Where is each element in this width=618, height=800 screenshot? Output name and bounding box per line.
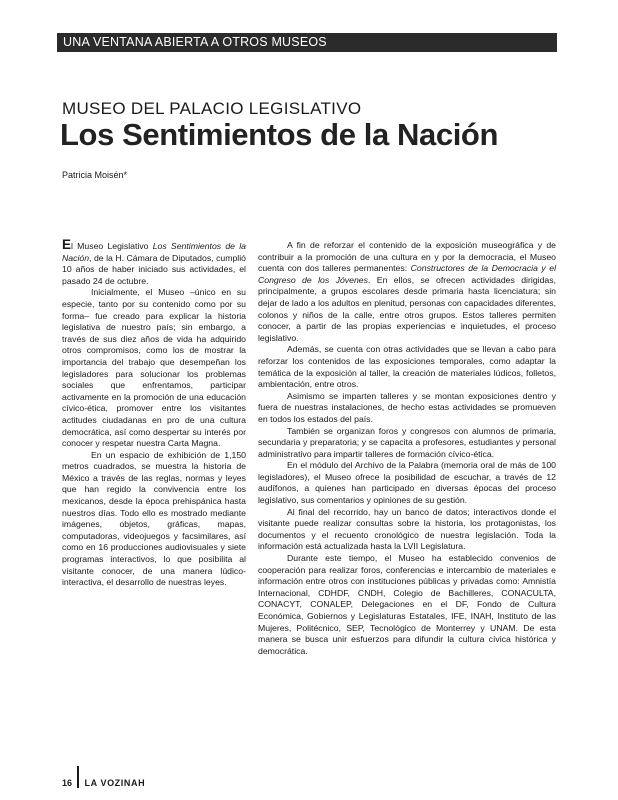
paragraph-intro (62, 237, 246, 287)
paragraph: En el módulo del Archivo de la Palabra (memoria oral de más de 100 legisladores), el Museo ofrece la posibilidad de escuchar, a través de 12 audífonos, a quienes han participado en diversas épocas del proceso legislativo, sus comentarios y opiniones de su gestión. (258, 460, 556, 506)
paragraph: Al final del recorrido, hay un banco de datos; interactivos donde el visitante puede realizar consultas sobre la historia, los protagonistas, los documentos y el recuento cronológico de nuestra legislación. Toda la información está actualizada hasta la LVII Legislatura. (258, 506, 556, 552)
paragraph: Durante este tiempo, el Museo ha establecido convenios de cooperación para realizar foros, conferencias e intercambio de materiales e información entre otros con instituciones públicas y privadas como: Amnistía Internacional, CDHDF, CNDH, Colegio de Bachilleres, CONACULTA, CONACYT, CONALEP, Delegaciones en el DF, Fondo de Cultura Económica, Gobiernos y Legislaturas Estatales, IFE, INAH, Instituto de las Mujeres, Politécnico, SEP, Tecnológico de Monterrey y UNAM. De esta manera se busca unir esfuerzos para difundir la cultura cívica histórica y democrática. (258, 553, 556, 656)
paragraph: Inicialmente, el Museo –único en su especie, tanto por su contenido como por su forma– fue creado para explicar la historia legislativa de nuestro país; sin embargo, a través de sus diez años de vida ha adquirido otros compromisos, como los de mostrar la importancia del trabajo que desempeñan los legisladores para solucionar los problemas sociales que enfrentamos, participar activamente en la promoción de una educación cívico-ética, promover entre los visitantes actitudes ciudadanas en pro de una cultura democrática, así como despertar su interés por conocer y respetar nuestra Carta Magna. (62, 287, 246, 449)
paragraph: Asimismo se imparten talleres y se montan exposiciones dentro y fuera de nuestras instalaciones, de hecho estas actividades se promueven en todos los estados del país. (258, 390, 556, 424)
paragraph: Además, se cuenta con otras actividades que se llevan a cabo para reforzar los contenidos de las exposiciones temporales, como adaptar la temática de la exposición al taller, la creación de materiales lúdicos, folletos, ambientación, entre otros. (258, 344, 556, 390)
footer-divider (77, 766, 79, 788)
paragraph: También se organizan foros y congresos con alumnos de primaria, secundaria y preparatoria; y se capacita a profesores, estudiantes y personal administrativo para impartir talleres de formación cívico-ética. (258, 425, 556, 459)
left-column (62, 237, 246, 589)
page-footer (62, 772, 145, 794)
right-column (258, 240, 556, 657)
paragraph-workshops (258, 240, 556, 344)
magazine-name: LA VOZINAH (84, 778, 146, 788)
section-banner: UNA VENTANA ABIERTA A OTROS MUSEOS (57, 33, 557, 52)
workshop-names-italic: Constructores de la Democracia y el Congreso de los Jóvenes (258, 263, 556, 285)
page-number: 16 (62, 778, 73, 788)
article-title: Los Sentimientos de la Nación (60, 117, 498, 152)
article-kicker: MUSEO DEL PALACIO LEGISLATIVO (62, 99, 362, 118)
paragraph: En un espacio de exhibición de 1,150 metros cuadrados, se muestra la historia de México a través de las reglas, normas y leyes que han regido la convivencia entre los mexicanos, desde la época prehispánica hasta nuestros días. Todo ello es mostrado mediante imágenes, objetos, gráficas, mapas, computadoras, videojuegos y facsimilares, así como en 16 producciones audiovisuales y siete programas interactivos, lo que posibilita al visitante conocer, de una manera lúdico-interactiva, el desarrollo de nuestras leyes. (62, 449, 246, 588)
intro-text-a: l Museo Legislativo (71, 241, 153, 251)
drop-cap: E (62, 237, 72, 252)
museum-name-italic: Los Sentimientos de la Nación (62, 241, 246, 263)
article-author: Patricia Moisén* (62, 170, 128, 180)
workshops-text-a: A fin de reforzar el contenido de la exposición museográfica y de contribuir a la promoción de una cultura en y por la democracia, el Museo cuenta con dos talleres permanentes: (258, 240, 556, 274)
workshops-text-b: . En ellos, se ofrecen actividades dirigidas, principalmente, a grupos escolares desde primaria hasta licenciatura; sin dejar de lado a los adultos en plenitud, personas con capacidades diferentes, colonos y niños de la calle, entre otros grupos. Estos talleres permiten conocer, a partir de las propias experiencias e inquietudes, el proceso legislativo. (258, 274, 556, 343)
intro-text-b: , de la H. Cámara de Diputados, cumplió 10 años de haber iniciado sus actividades, el pasado 24 de octubre. (62, 252, 246, 286)
